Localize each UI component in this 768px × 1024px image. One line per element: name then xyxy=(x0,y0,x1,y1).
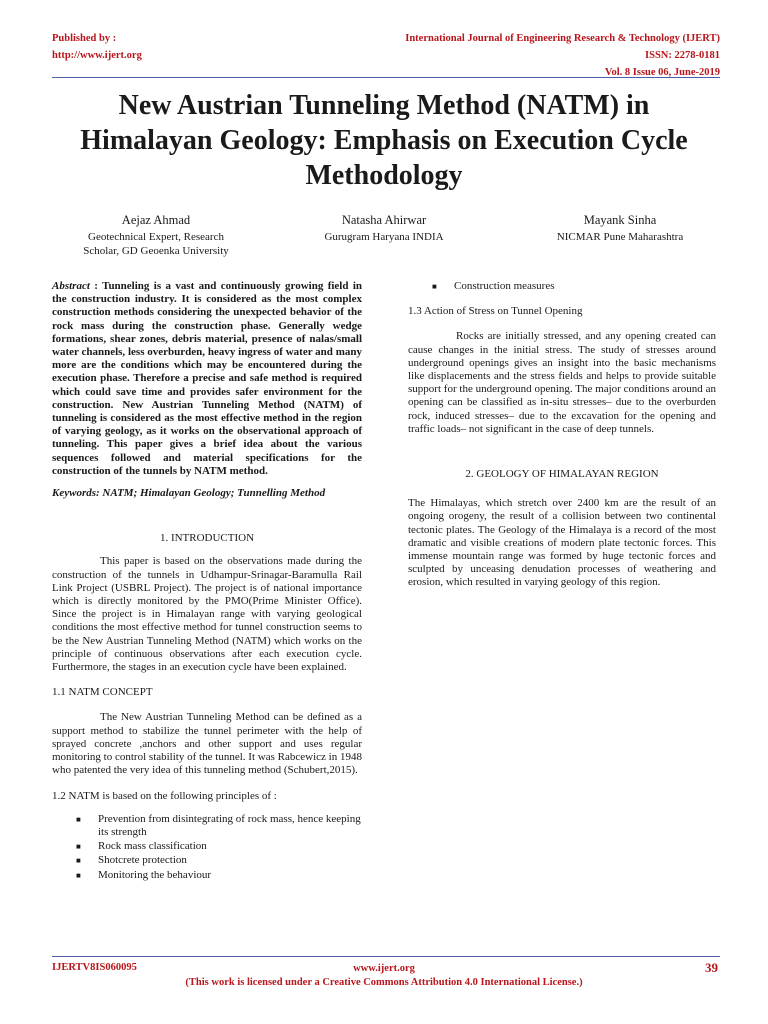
paper-id: IJERTV8IS060095 xyxy=(52,962,137,973)
geology-paragraph: The Himalayas, which stretch over 2400 km are the result of an ongoing orogeny, the result of a collision between two continental tectonic plates. The Geology of the Himalaya is a record of the most dramatic and visible creations of modern plate tectonic forces. This immense mountain range was formed by huge tectonic forces and sculpted by unceasing denudation processes of weathering and erosion, which resulted in varying geology of this region. xyxy=(408,497,716,589)
abstract-text: : Tunneling is a vast and continuously growing field in the construction industry. It is considered as the most complex construction methods considering the unexpected behavior of the rock mass during the construction phase. Generally wedge formations, shear zones, debris material, presence of nalas/small water channels, less overburden, heavy ingress of water and many more are the conditions which may be encountered during the execution phase. Therefore a precise and safe method is required which could save time and provides safer environment for the construction. New Austrian Tunneling Method (NATM) of tunneling is considered as the most effective method in the region of varying geology, as it works on the observational approach of tunneling. This paper gives a brief idea about the various sequences followed and material specifications for the construction of the tunnels by NATM method. xyxy=(52,280,363,477)
list-item: ■ Rock mass classification xyxy=(76,840,207,853)
bullet-icon: ■ xyxy=(432,282,437,291)
volume-issue: Vol. 8 Issue 06, June-2019 xyxy=(604,67,720,78)
principles-list-continued xyxy=(408,280,716,293)
abstract-label: Abstract xyxy=(52,280,90,292)
publisher-url-link[interactable]: http://www.ijert.org xyxy=(52,50,142,61)
author-affiliation: Geotechnical Expert, Research xyxy=(88,231,224,243)
list-item: ■ Shotcrete protection xyxy=(76,854,187,867)
left-column xyxy=(52,280,362,883)
header-right xyxy=(405,30,720,81)
section-heading-geology: 2. GEOLOGY OF HIMALAYAN REGION xyxy=(465,468,659,481)
published-by: Published by : xyxy=(52,33,117,44)
subsection-natm-concept: 1.1 NATM CONCEPT xyxy=(52,686,153,699)
footer-center xyxy=(0,962,768,990)
author-name: Aejaz Ahmad xyxy=(121,213,191,227)
bullet-icon: ■ xyxy=(76,842,81,852)
issn: ISSN: 2278-0181 xyxy=(645,50,720,61)
keywords: Keywords: NATM; Himalayan Geology; Tunnelling Method xyxy=(52,487,326,500)
author-3 xyxy=(512,212,728,244)
list-item: ■ Monitoring the behaviour xyxy=(76,868,212,881)
page-number: 39 xyxy=(705,960,718,975)
author-1 xyxy=(48,212,264,258)
header-divider xyxy=(52,77,720,78)
footer-url-link[interactable]: www.ijert.org xyxy=(353,963,415,974)
stress-paragraph: Rocks are initially stressed, and any opening created can cause changes in the initial stress. The study of stresses around underground openings gives an insight into the basic mechanisms like displacements and the stress fields and helps to provide suitable support for the underground opening. The major conditions around an opening can be classified as in-situ stresses– due to the overburden rock, induced stresses– due to the excavation for the opening and traffic loads– not significant in the case of deep tunnels. xyxy=(408,330,716,435)
natm-concept-paragraph: The New Austrian Tunneling Method can be defined as a support method to stabilize the tunnel perimeter with the help of sprayed concrete ,anchors and other support and uses regular monitoring to control stability of the tunnel. It was Rabcewicz in 1948 who patented the very idea of this tunneling method (Schubert,2015). xyxy=(52,711,362,777)
bullet-icon: ■ xyxy=(76,856,81,866)
author-affiliation-2: Scholar, GD Geoenka University xyxy=(83,245,229,257)
intro-paragraph: This paper is based on the observations made during the construction of the tunnels in Udhampur-Srinagar-Baramulla Rail Link Project (USBRL Project). The project is of national importance which is directly monitored by the PMO(Prime Minister Office). Since the project is in Himalayan range with varying geological conditions the most effective method for tunnel construction seems to be the New Austrian Tunneling Method (NATM) which works on the principle of continuous observations after each execution cycle. Furthermore, the stages in an execution cycle have been explained. xyxy=(52,555,362,674)
footer-divider xyxy=(52,956,720,957)
bullet-icon: ■ xyxy=(76,814,81,824)
bullet-icon: ■ xyxy=(76,870,81,880)
principles-list xyxy=(52,813,362,882)
paper-title: New Austrian Tunneling Method (NATM) in Himalayan Geology: Emphasis on Execution Cycle Methodology xyxy=(80,90,688,191)
subsection-natm-principles: 1.2 NATM is based on the following principles of : xyxy=(52,789,277,802)
author-affiliation: Gurugram Haryana INDIA xyxy=(324,231,444,243)
header-left xyxy=(52,30,142,64)
section-heading-introduction: 1. INTRODUCTION xyxy=(159,532,255,545)
right-column xyxy=(408,280,716,590)
subsection-stress-action: 1.3 Action of Stress on Tunnel Opening xyxy=(408,305,583,318)
list-item: ■ Construction measures xyxy=(432,280,555,292)
author-name: Mayank Sinha xyxy=(583,213,657,227)
author-2 xyxy=(276,212,492,244)
list-item: ■ Prevention from disintegrating of rock mass, hence keeping its strength xyxy=(76,812,361,838)
journal-name: International Journal of Engineering Research & Technology (IJERT) xyxy=(405,33,720,44)
author-affiliation: NICMAR Pune Maharashtra xyxy=(556,231,684,243)
abstract xyxy=(52,280,362,478)
author-name: Natasha Ahirwar xyxy=(341,213,427,227)
license-text: (This work is licensed under a Creative Commons Attribution 4.0 International License.) xyxy=(185,977,583,988)
